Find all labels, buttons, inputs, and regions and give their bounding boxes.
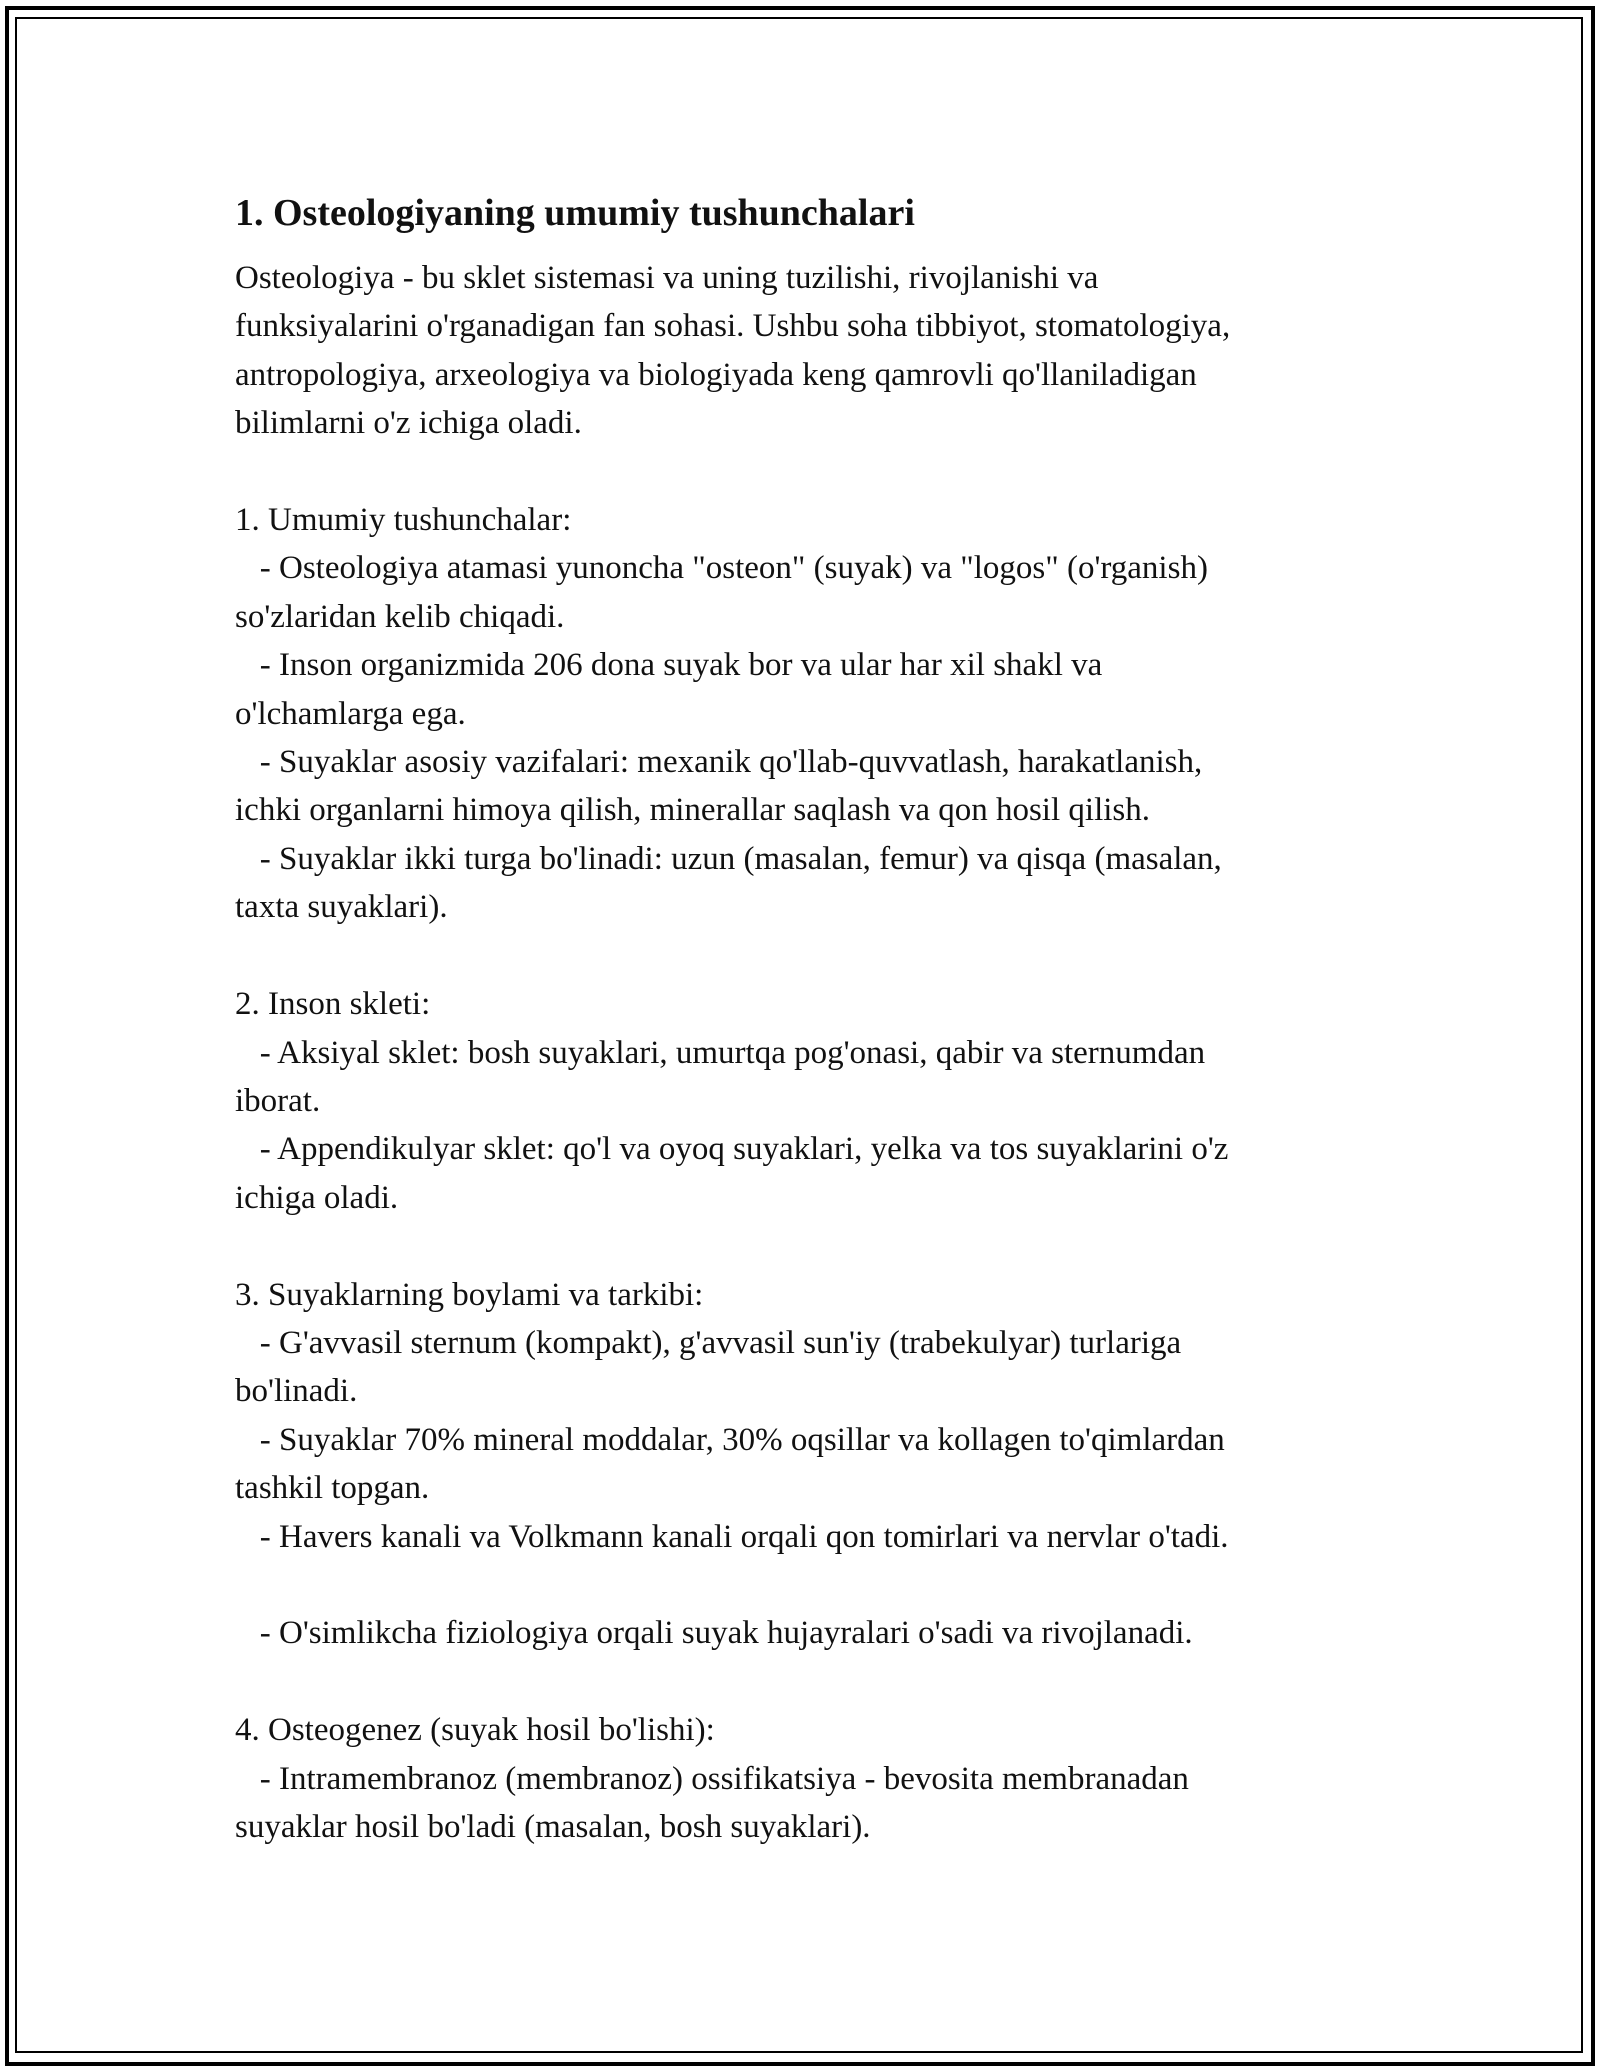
document-body: Osteologiya - bu sklet sistemasi va uning tuzilishi, rivojlanishi va funksiyalarini o'rganadigan fan sohasi. Ushbu soha tibbiyot, stomatologiya, antropologiya, arxeologiya va biologiyada keng qamrovli qo'llaniladigan bilimlarni o'z ichiga oladi. 1. Umumiy tushunchalar: - Osteologiya atamasi yunoncha "osteon" (suyak) va "logos" (o'rganish) so'zlaridan kelib chiqadi. - Inson organizmida 206 dona suyak bor va ular har xil shakl va o'lchamlarga ega. - Suyaklar asosiy vazifalari: mexanik qo'llab-quvvatlash, harakatlanish, ichki organlarni himoya qilish, minerallar saqlash va qon hosil qilish. - Suyaklar ikki turga bo'linadi: uzun (masalan, femur) va qisqa (masalan, taxta suyaklari). 2. Inson skleti: - Aksiyal sklet: bosh suyaklari, umurtqa pog'onasi, qabir va sternumdan iborat. - Appendikulyar sklet: qo'l va oyoq suyaklari, yelka va tos suyaklarini o'z ichiga oladi. 3. Suyaklarning boylami va tarkibi: - G'avvasil sternum (kompakt), g'avvasil sun'iy (trabekulyar) turlariga bo'linadi. - Suyaklar 70% mineral moddalar, 30% oqsillar va kollagen to'qimlardan tashkil topgan. - Havers kanali va Volkmann kanali orqali qon tomirlari va nervlar o'tadi. - O'simlikcha fiziologiya orqali suyak hujayralari o'sadi va rivojlanadi. 4. Osteogenez (suyak hosil bo'lishi): - Intramembranoz (membranoz) ossifikatsiya - bevosita membranadan suyaklar hosil bo'ladi (masalan, bosh suyaklari). bbox=[235, 260, 1231, 1845]
document-heading: 1. Osteologiyaning umumiy tushunchalari bbox=[235, 192, 915, 234]
document-content bbox=[235, 186, 1355, 1851]
